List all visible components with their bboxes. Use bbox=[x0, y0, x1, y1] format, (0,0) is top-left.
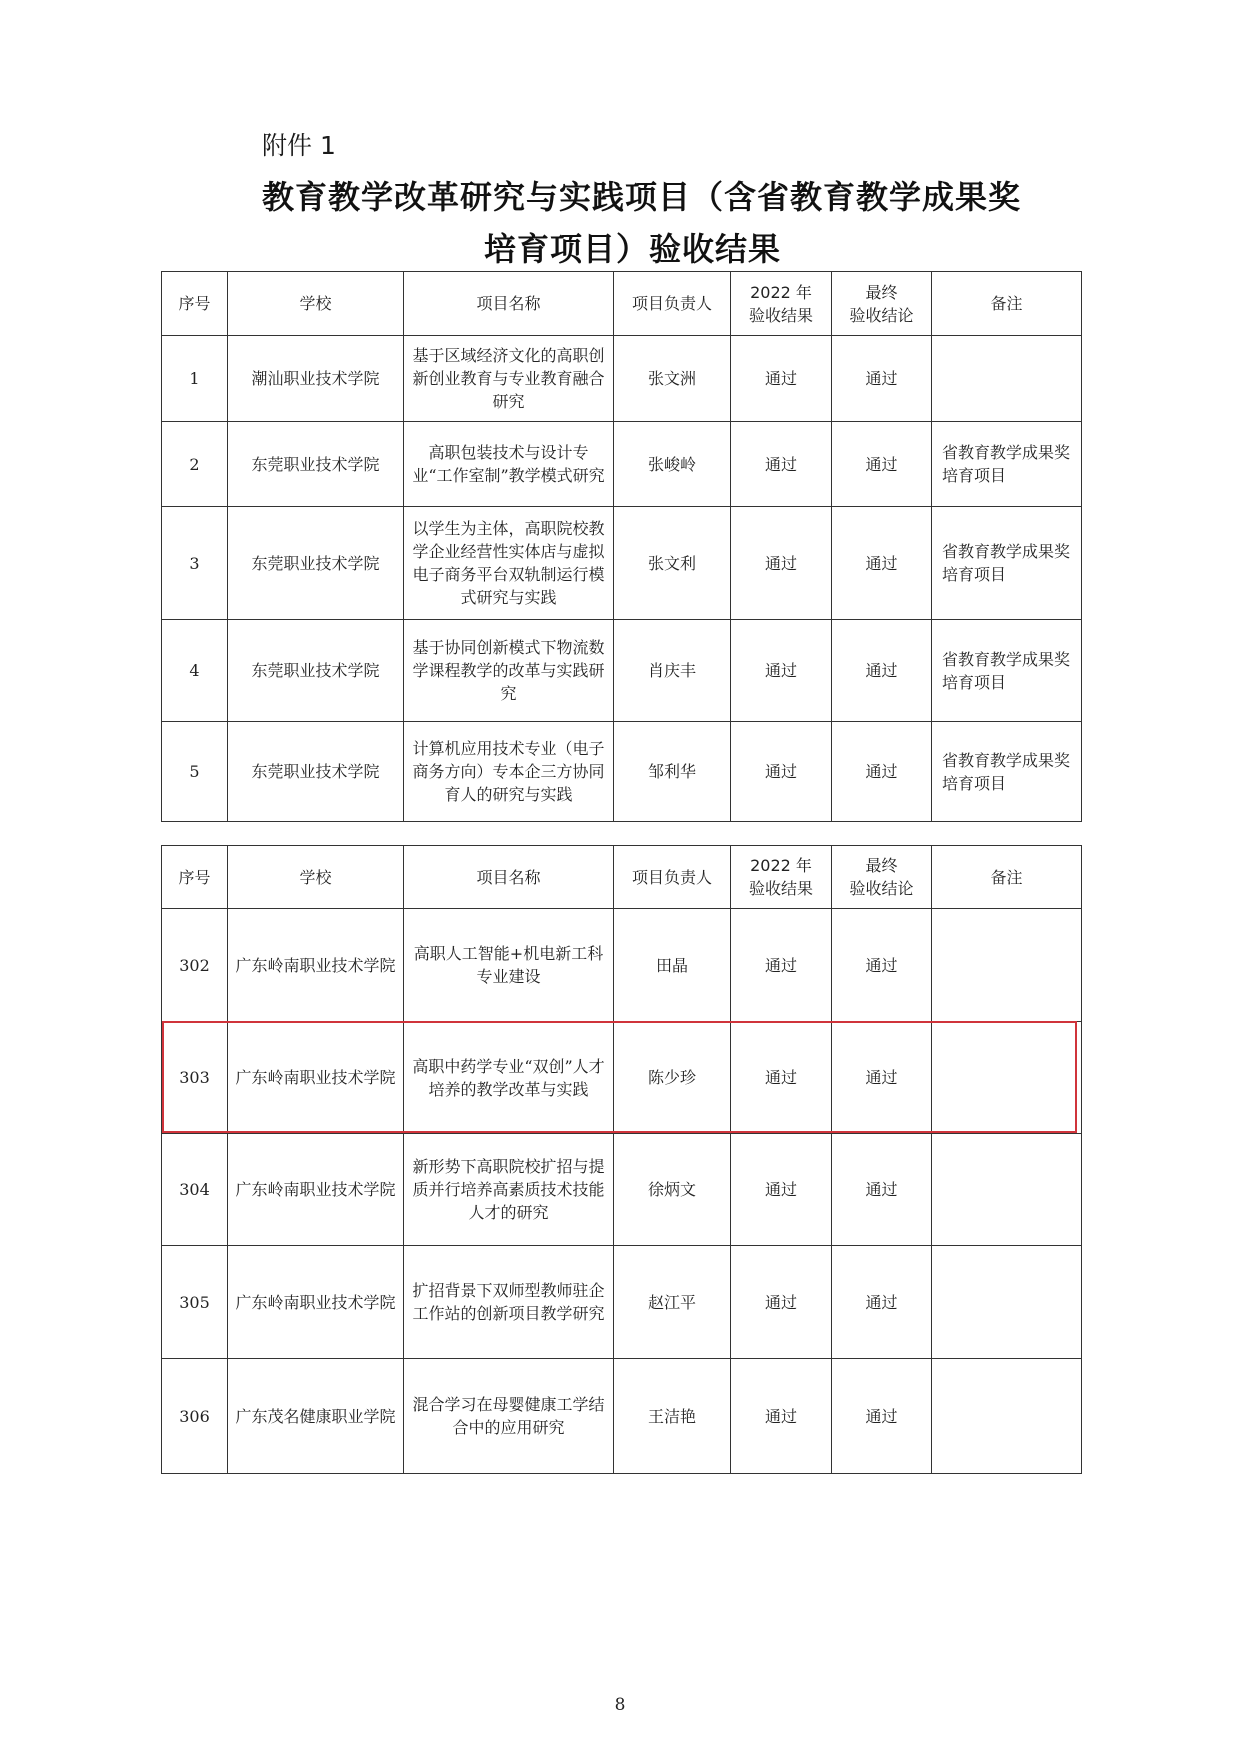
cell-final: 通过 bbox=[832, 422, 932, 507]
cell-project: 基于协同创新模式下物流数学课程教学的改革与实践研究 bbox=[404, 620, 614, 722]
header-leader: 项目负责人 bbox=[614, 846, 731, 909]
results-table-2 bbox=[161, 845, 1082, 1474]
header-result-2022-line1: 2022 年 bbox=[750, 856, 812, 875]
header-result-2022 bbox=[731, 846, 832, 909]
cell-seq: 1 bbox=[162, 336, 228, 422]
page-number: 8 bbox=[614, 1695, 626, 1715]
cell-final: 通过 bbox=[832, 620, 932, 722]
table-row bbox=[162, 422, 1082, 507]
cell-seq: 305 bbox=[162, 1246, 228, 1359]
table-row-highlighted bbox=[162, 1022, 1082, 1134]
cell-leader: 陈少珍 bbox=[614, 1022, 731, 1134]
table-header-row bbox=[162, 272, 1082, 336]
cell-final: 通过 bbox=[832, 1246, 932, 1359]
cell-project: 高职包装技术与设计专业“工作室制”教学模式研究 bbox=[404, 422, 614, 507]
cell-leader: 张峻岭 bbox=[614, 422, 731, 507]
table-row bbox=[162, 336, 1082, 422]
cell-seq: 303 bbox=[162, 1022, 228, 1134]
cell-school: 潮汕职业技术学院 bbox=[228, 336, 404, 422]
header-remark: 备注 bbox=[932, 272, 1082, 336]
cell-leader: 张文利 bbox=[614, 507, 731, 620]
cell-school: 东莞职业技术学院 bbox=[228, 620, 404, 722]
cell-final: 通过 bbox=[832, 1134, 932, 1246]
cell-school: 东莞职业技术学院 bbox=[228, 422, 404, 507]
header-project: 项目名称 bbox=[404, 272, 614, 336]
table-row bbox=[162, 1134, 1082, 1246]
header-result-2022 bbox=[731, 272, 832, 336]
cell-leader: 田晶 bbox=[614, 909, 731, 1022]
cell-remark bbox=[932, 1134, 1082, 1246]
cell-leader: 邹利华 bbox=[614, 722, 731, 822]
cell-final: 通过 bbox=[832, 1022, 932, 1134]
cell-remark: 省教育教学成果奖培育项目 bbox=[932, 620, 1082, 722]
table-row bbox=[162, 909, 1082, 1022]
cell-result-2022: 通过 bbox=[731, 722, 832, 822]
cell-final: 通过 bbox=[832, 909, 932, 1022]
cell-project: 以学生为主体，高职院校教学企业经营性实体店与虚拟电子商务平台双轨制运行模式研究与实践 bbox=[404, 507, 614, 620]
header-final-line2: 验收结论 bbox=[849, 879, 914, 898]
header-result-2022-line1: 2022 年 bbox=[750, 282, 812, 302]
cell-leader: 肖庆丰 bbox=[614, 620, 731, 722]
header-remark: 备注 bbox=[932, 846, 1082, 909]
cell-result-2022: 通过 bbox=[731, 620, 832, 722]
cell-final: 通过 bbox=[832, 722, 932, 822]
cell-remark: 省教育教学成果奖培育项目 bbox=[932, 422, 1082, 507]
header-result-2022-line2: 验收结果 bbox=[748, 879, 813, 898]
cell-result-2022: 通过 bbox=[731, 1134, 832, 1246]
header-result-2022-line2: 验收结果 bbox=[748, 305, 813, 325]
cell-result-2022: 通过 bbox=[731, 909, 832, 1022]
cell-project: 计算机应用技术专业（电子商务方向）专本企三方协同育人的研究与实践 bbox=[404, 722, 614, 822]
document-title-line-1: 教育教学改革研究与实践项目（含省教育教学成果奖 bbox=[262, 178, 1022, 216]
cell-leader: 赵江平 bbox=[614, 1246, 731, 1359]
cell-remark: 省教育教学成果奖培育项目 bbox=[932, 507, 1082, 620]
results-table-1 bbox=[161, 271, 1082, 822]
cell-school: 广东茂名健康职业学院 bbox=[228, 1359, 404, 1474]
document-title-line-2: 培育项目）验收结果 bbox=[484, 230, 782, 268]
cell-remark bbox=[932, 336, 1082, 422]
cell-result-2022: 通过 bbox=[731, 422, 832, 507]
cell-school: 东莞职业技术学院 bbox=[228, 507, 404, 620]
header-project: 项目名称 bbox=[404, 846, 614, 909]
header-final-line1: 最终 bbox=[865, 282, 898, 302]
table-row bbox=[162, 1359, 1082, 1474]
cell-school: 广东岭南职业技术学院 bbox=[228, 1022, 404, 1134]
cell-result-2022: 通过 bbox=[731, 1246, 832, 1359]
cell-project: 高职中药学专业“双创”人才培养的教学改革与实践 bbox=[404, 1022, 614, 1134]
table-row bbox=[162, 722, 1082, 822]
cell-seq: 4 bbox=[162, 620, 228, 722]
cell-remark bbox=[932, 1246, 1082, 1359]
header-final-line2: 验收结论 bbox=[849, 305, 914, 325]
attachment-label: 附件 1 bbox=[262, 131, 336, 160]
cell-seq: 306 bbox=[162, 1359, 228, 1474]
cell-result-2022: 通过 bbox=[731, 336, 832, 422]
table-row bbox=[162, 1246, 1082, 1359]
cell-result-2022: 通过 bbox=[731, 1359, 832, 1474]
table-row bbox=[162, 620, 1082, 722]
cell-project: 新形势下高职院校扩招与提质并行培养高素质技术技能人才的研究 bbox=[404, 1134, 614, 1246]
table-row bbox=[162, 507, 1082, 620]
cell-final: 通过 bbox=[832, 507, 932, 620]
cell-school: 广东岭南职业技术学院 bbox=[228, 1246, 404, 1359]
cell-seq: 2 bbox=[162, 422, 228, 507]
cell-school: 广东岭南职业技术学院 bbox=[228, 1134, 404, 1246]
cell-project: 扩招背景下双师型教师驻企工作站的创新项目教学研究 bbox=[404, 1246, 614, 1359]
cell-seq: 3 bbox=[162, 507, 228, 620]
header-school: 学校 bbox=[228, 846, 404, 909]
header-final bbox=[832, 272, 932, 336]
cell-seq: 304 bbox=[162, 1134, 228, 1246]
cell-leader: 王洁艳 bbox=[614, 1359, 731, 1474]
header-final bbox=[832, 846, 932, 909]
cell-school: 广东岭南职业技术学院 bbox=[228, 909, 404, 1022]
cell-remark bbox=[932, 909, 1082, 1022]
cell-final: 通过 bbox=[832, 1359, 932, 1474]
cell-remark bbox=[932, 1359, 1082, 1474]
header-school: 学校 bbox=[228, 272, 404, 336]
cell-remark bbox=[932, 1022, 1082, 1134]
cell-seq: 302 bbox=[162, 909, 228, 1022]
cell-result-2022: 通过 bbox=[731, 1022, 832, 1134]
cell-leader: 徐炳文 bbox=[614, 1134, 731, 1246]
header-seq: 序号 bbox=[162, 272, 228, 336]
cell-project: 高职人工智能+机电新工科专业建设 bbox=[404, 909, 614, 1022]
cell-seq: 5 bbox=[162, 722, 228, 822]
header-final-line1: 最终 bbox=[865, 856, 898, 875]
cell-leader: 张文洲 bbox=[614, 336, 731, 422]
cell-final: 通过 bbox=[832, 336, 932, 422]
header-seq: 序号 bbox=[162, 846, 228, 909]
header-leader: 项目负责人 bbox=[614, 272, 731, 336]
cell-school: 东莞职业技术学院 bbox=[228, 722, 404, 822]
cell-result-2022: 通过 bbox=[731, 507, 832, 620]
table-header-row bbox=[162, 846, 1082, 909]
cell-project: 混合学习在母婴健康工学结合中的应用研究 bbox=[404, 1359, 614, 1474]
cell-project: 基于区域经济文化的高职创新创业教育与专业教育融合研究 bbox=[404, 336, 614, 422]
cell-remark: 省教育教学成果奖培育项目 bbox=[932, 722, 1082, 822]
